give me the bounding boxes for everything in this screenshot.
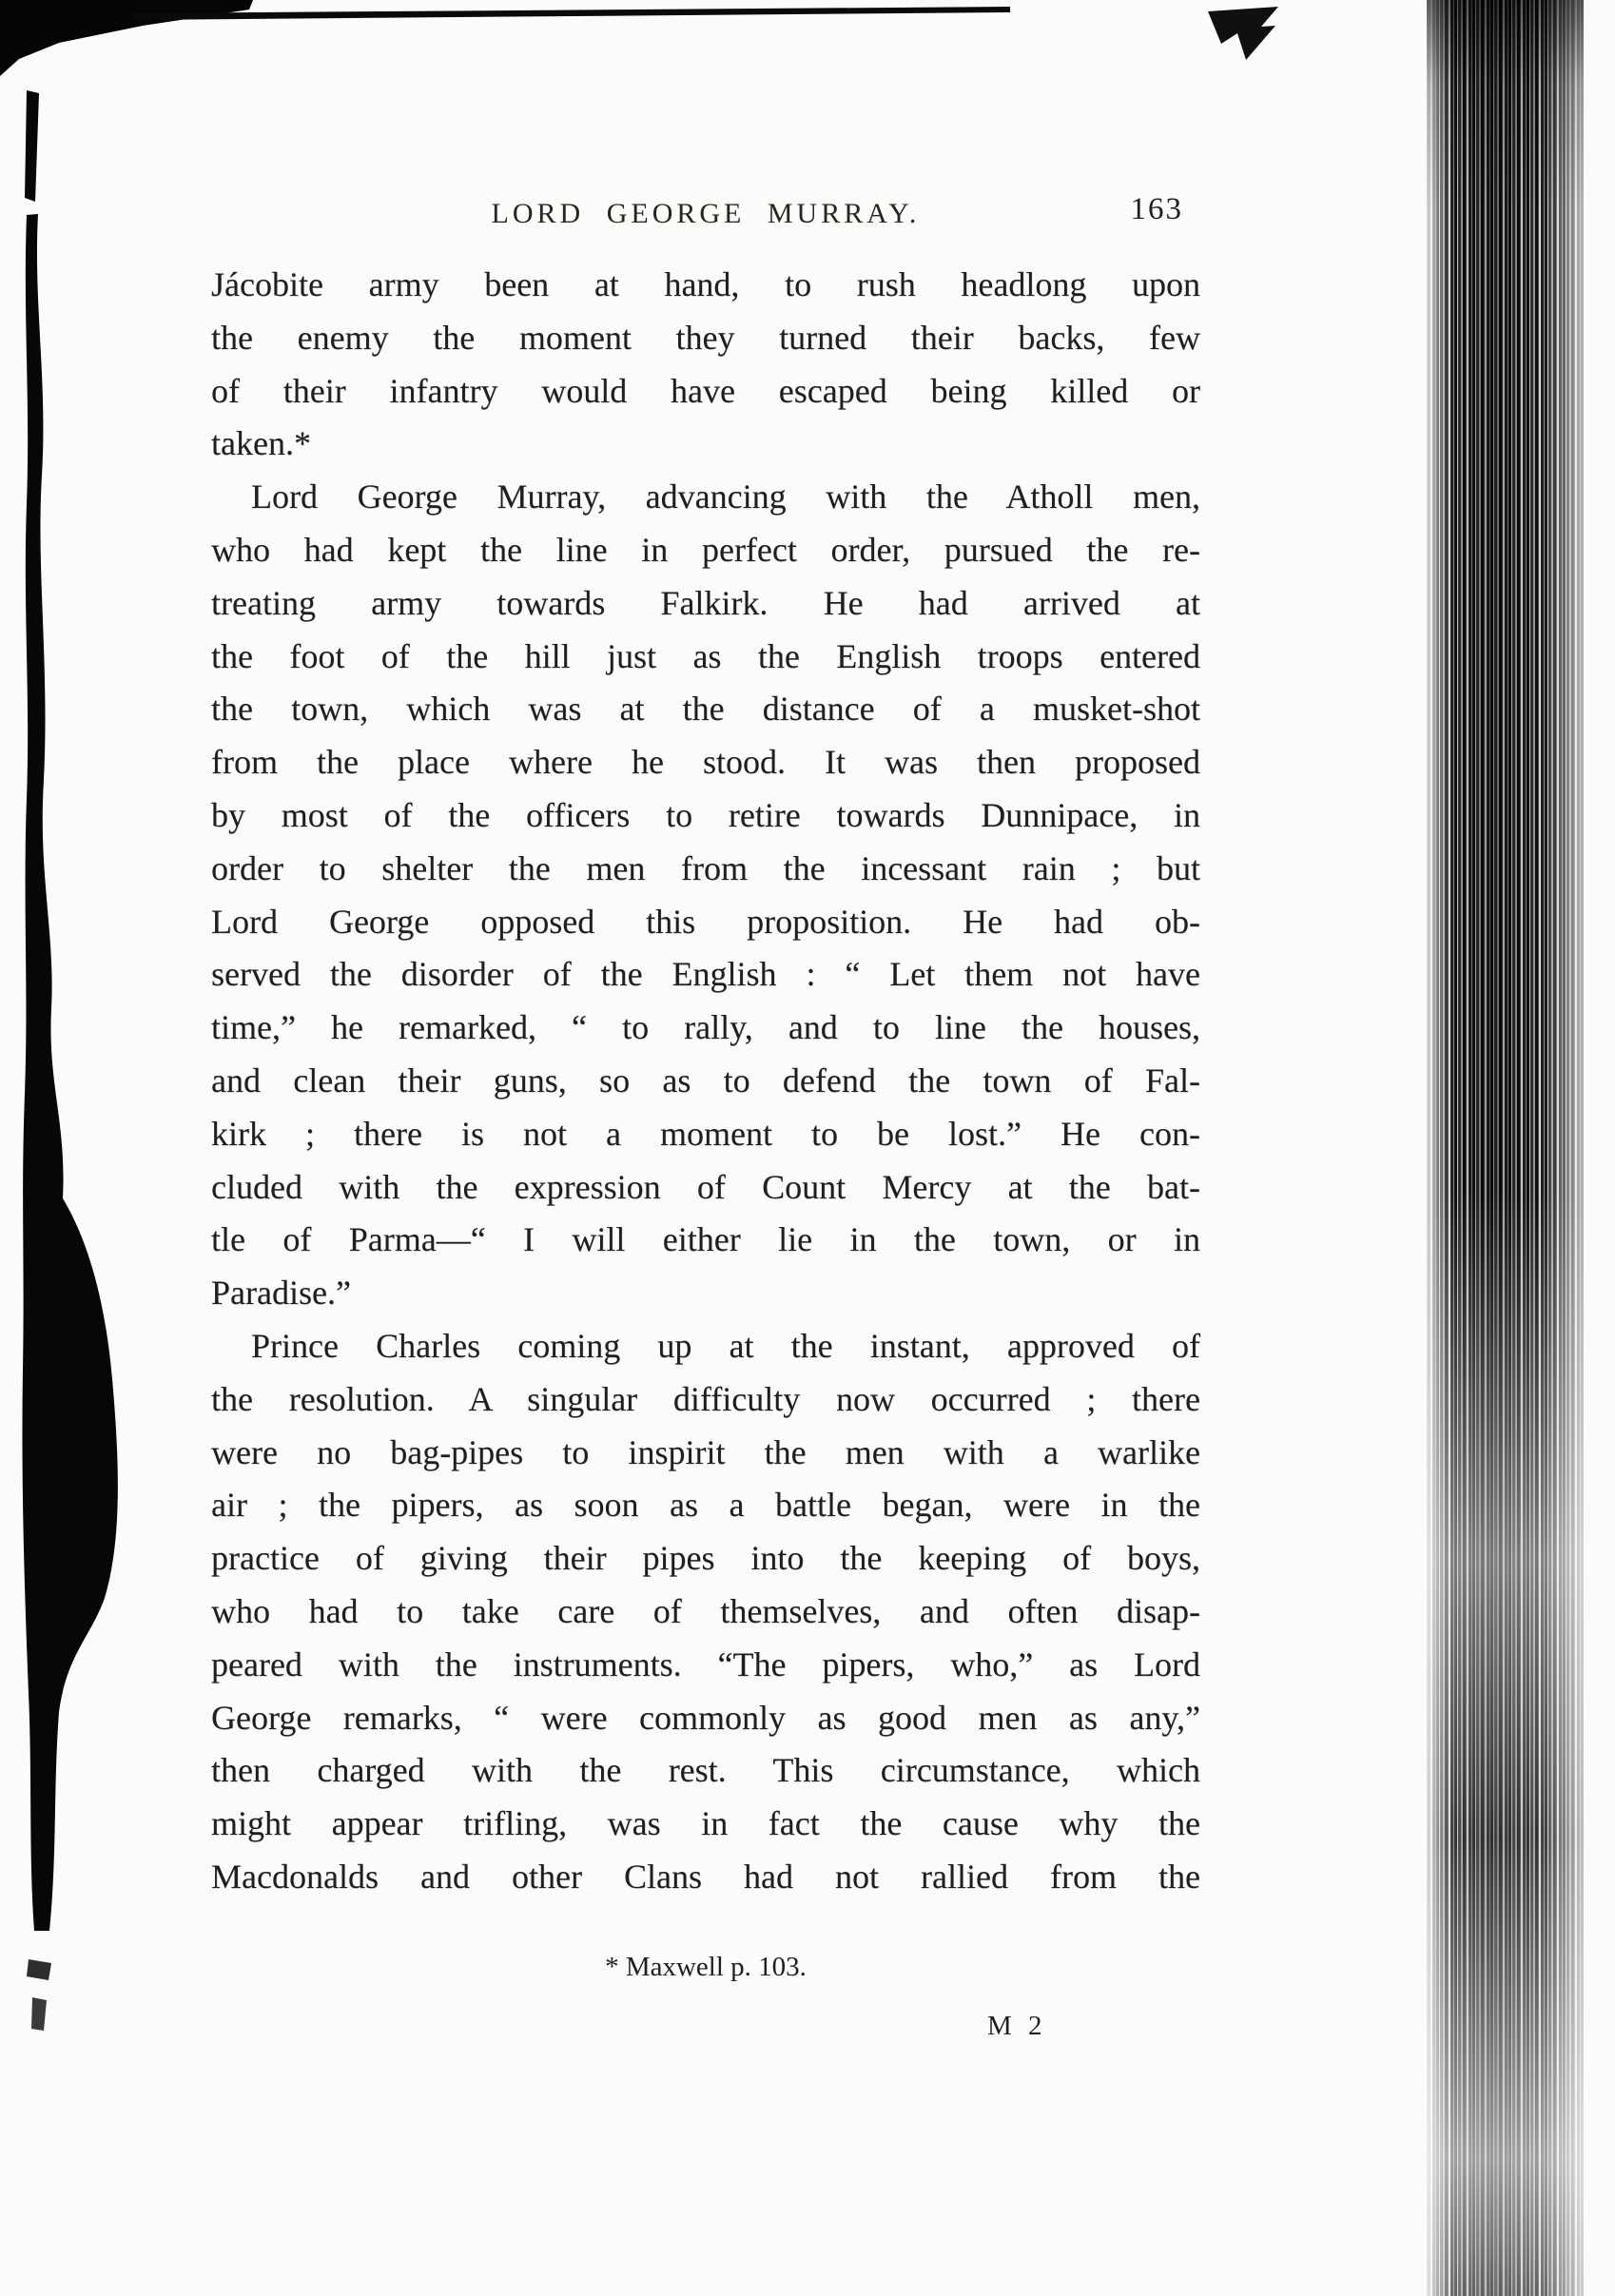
text-line: who had to take care of themselves, and often disap- [211,1591,1200,1630]
text-line: the enemy the moment they turned their backs, few [211,318,1200,357]
page-number: 163 [1130,192,1183,226]
corner-ink-wedge-icon [0,0,253,76]
paragraph [211,1320,1200,1904]
text-line: of their infantry would have escaped being killed or [211,371,1200,410]
scan-top-artifacts [0,0,1615,105]
ink-streak-main [22,214,117,1931]
text-line: Lord George Murray, advancing with the Atholl men, [251,477,1200,516]
text-line: Paradise.” [211,1274,351,1313]
text-line: the foot of the hill just as the English troops entered [211,636,1200,675]
text-line: Lord George opposed this proposition. He had ob- [211,902,1200,941]
text-line: practice of giving their pipes into the keeping of boys, [211,1539,1200,1578]
signature-mark: M 2 [987,2011,1047,2041]
text-line: time,” he remarked, “ to rally, and to line the houses, [211,1008,1200,1047]
text-line: Prince Charles coming up at the instant, approved of [251,1326,1200,1365]
text-line: the town, which was at the distance of a musket-shot [211,690,1200,729]
text-line: then charged with the rest. This circumstance, which [211,1751,1200,1790]
text-line: George remarks, “ were commonly as good men as any,” [211,1698,1200,1737]
text-line: Macdonalds and other Clans had not rallied from the [211,1857,1200,1896]
text-line: who had kept the line in perfect order, pursued the re- [211,530,1200,569]
text-line: Jácobite army been at hand, to rush headlong upon [211,265,1200,303]
paragraph [211,471,1200,1320]
page-header [211,192,1200,245]
ink-streak-top [25,90,39,202]
text-line: served the disorder of the English : “ Let them not have [211,955,1200,994]
page-edge-shadow [1427,0,1584,2296]
text-line: cluded with the expression of Count Mercy at the bat- [211,1167,1200,1206]
dart-mark-icon [1208,7,1278,60]
text-line: might appear trifling, was in fact the cause why the [211,1804,1200,1843]
text-line: and clean their guns, so as to defend the town of Fal- [211,1060,1200,1099]
text-line: were no bag-pipes to inspirit the men with a warlike [211,1432,1200,1471]
text-line: kirk ; there is not a moment to be lost.” He con- [211,1114,1200,1153]
ink-speck-bottom-1 [27,1959,51,1980]
text-line: from the place where he stood. It was then proposed [211,743,1200,782]
ink-speck-bottom-2 [31,1997,47,2031]
text-line: by most of the officers to retire towards Dunnipace, in [211,795,1200,834]
text-line: air ; the pipers, as soon as a battle began, were in the [211,1486,1200,1525]
top-rule-line [133,7,1010,20]
text-line: tle of Parma—“ I will either lie in the town, or in [211,1220,1200,1259]
ink-blotch-left [0,0,143,2296]
footnote: * Maxwell p. 103. [605,1952,807,1982]
text-line: treating army towards Falkirk. He had arrived at [211,583,1200,622]
paragraph [211,259,1200,471]
text-line: order to shelter the men from the incessant rain ; but [211,848,1200,887]
text-block [211,259,1200,1904]
text-line: taken.* [211,424,311,463]
text-line: the resolution. A singular difficulty now occurred ; there [211,1379,1200,1418]
running-title: LORD GEORGE MURRAY. [491,198,921,229]
text-line: peared with the instruments. “The pipers, who,” as Lord [211,1644,1200,1683]
